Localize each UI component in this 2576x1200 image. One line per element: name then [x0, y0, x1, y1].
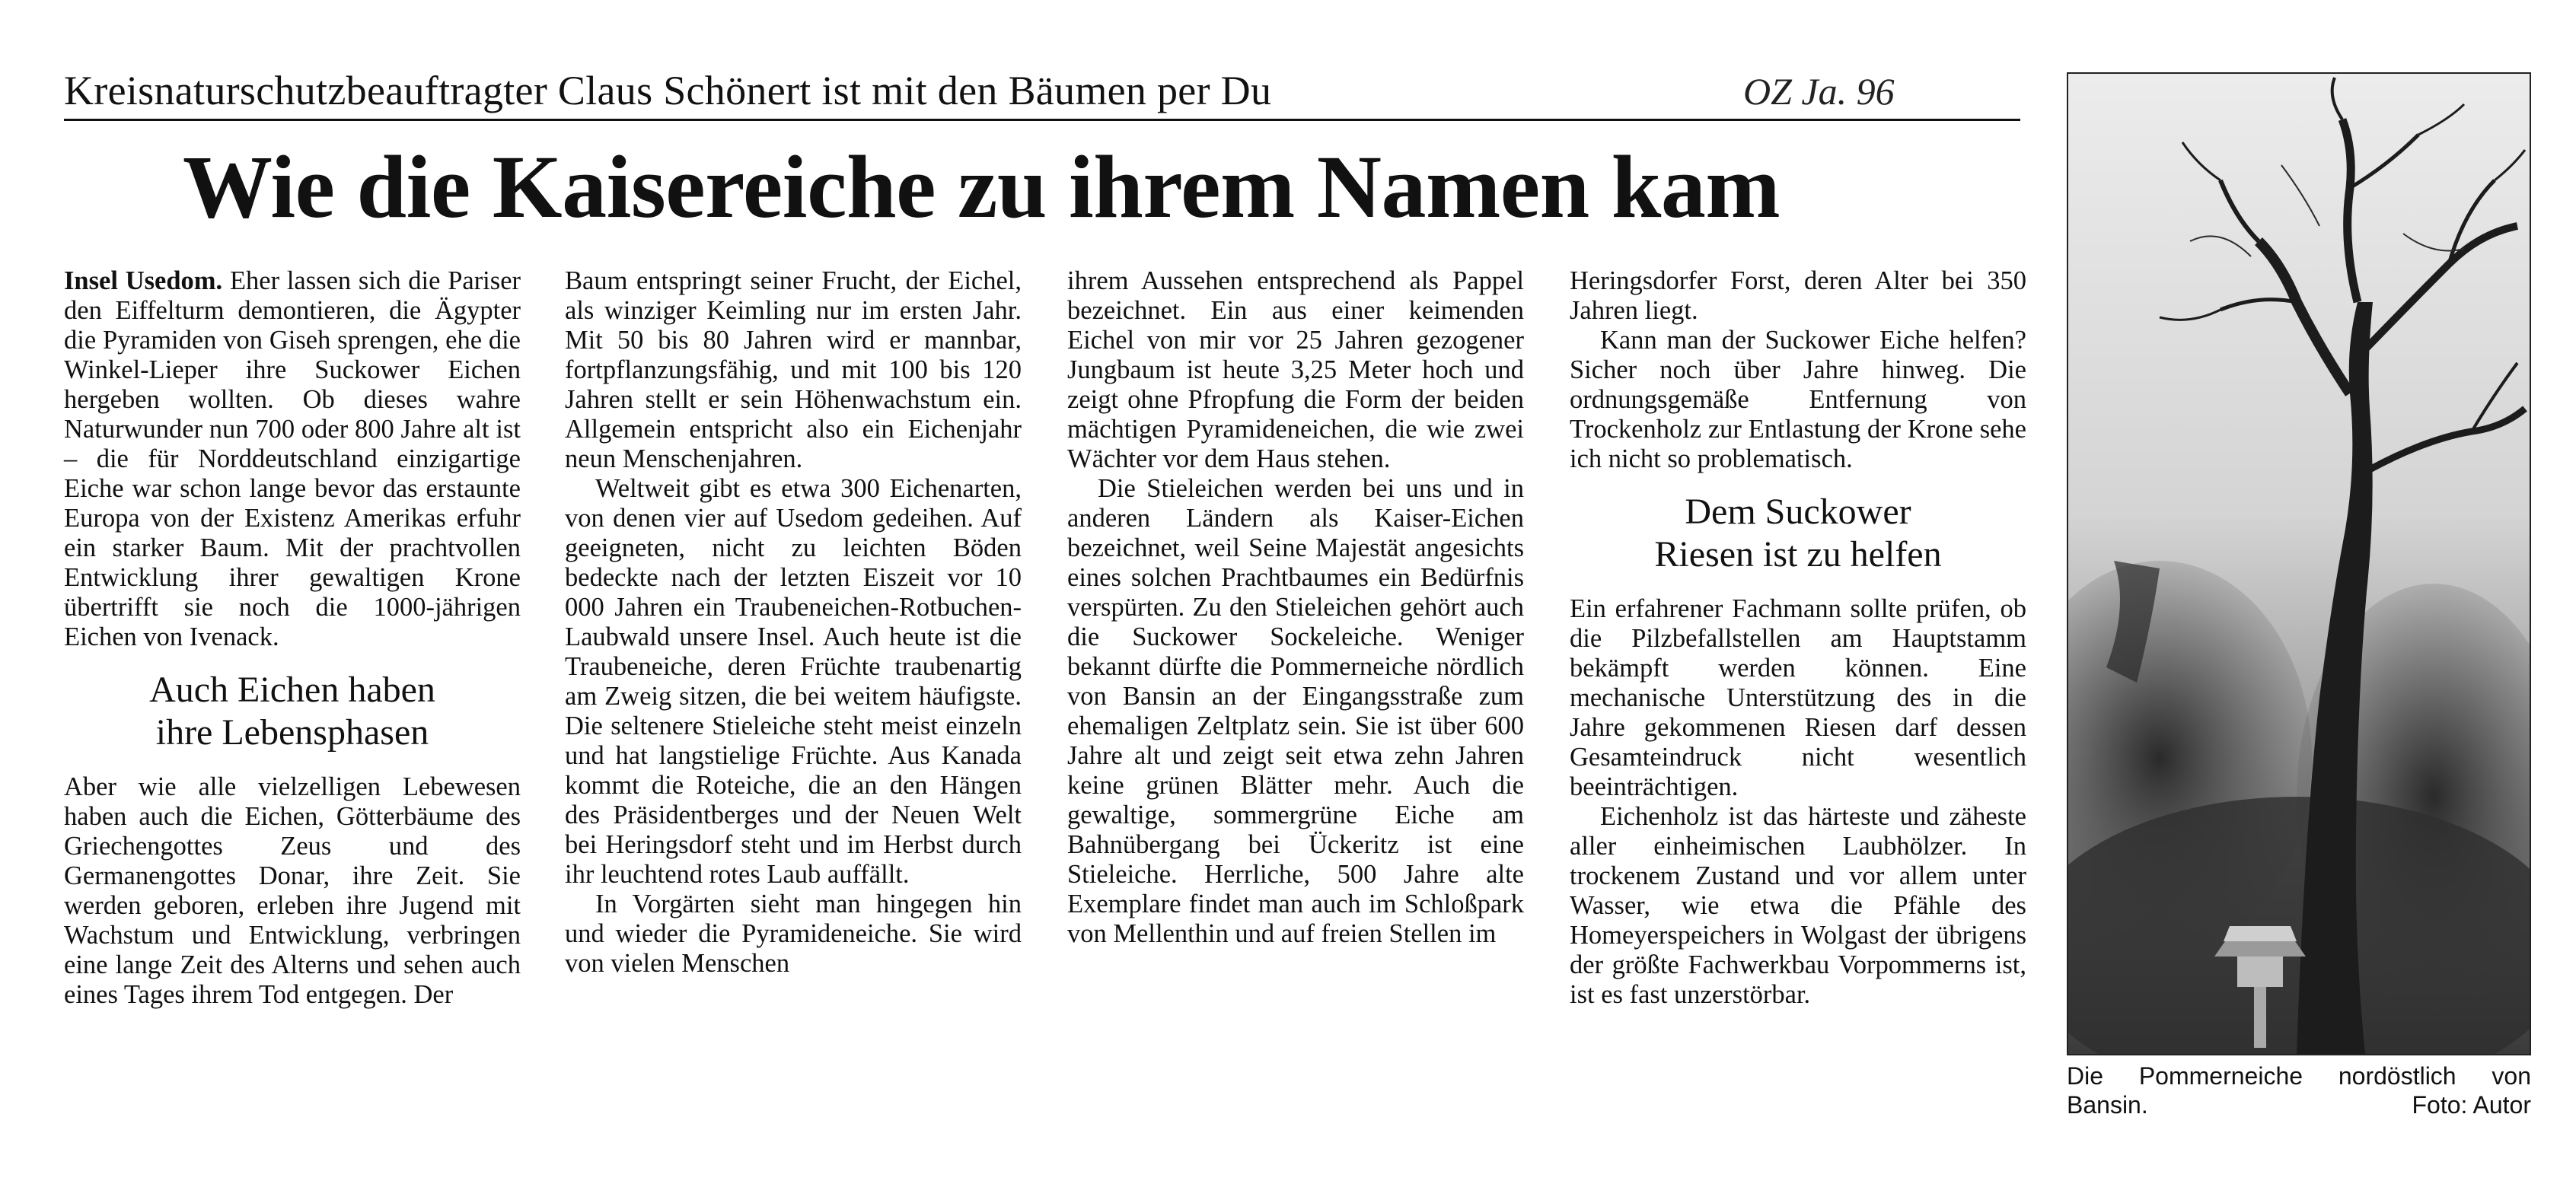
paragraph: Baum entspringt seiner Frucht, der Eichel, als winziger Keimling nur im ersten Jahr. Mit 50 bis 80 Jahren wird er mannbar, fortpflanzungsfähig, und mit 100 bis 120 Jahren stellt er sein Höhenwachstum ein. Allgemein entspricht also ein Eichenjahr neun Menschenjahren. [565, 266, 1022, 473]
photo-credit: Foto: Autor [2412, 1091, 2531, 1119]
paragraph: ihrem Aussehen entsprechend als Pappel bezeichnet. Ein aus einer keimenden Eichel von mir vor 25 Jahren gezogener Jungbaum ist heute 3,25 Meter hoch und zeigt ohne Pfropfung die Form der beiden mächtigen Pyramideneichen, die wie zwei Wächter vor dem Haus stehen. [1067, 266, 1524, 473]
column-3 [1067, 266, 1524, 949]
paragraph-text: Eher lassen sich die Pariser den Eiffelturm demontieren, die Ägypter die Pyramiden von Giseh sprengen, ehe die Winkel-Lieper ihre Suckower Eichen hergeben wollten. Ob dieses wahre Naturwunder nun 700 oder 800 Jahre alt ist – die für Norddeutschland einzigartige Eiche war schon lange bevor das erstaunte Europa von der Existenz Amerikas erfuhr ein starker Baum. Mit der prachtvollen Entwicklung ihrer gewaltigen Krone übertrifft sie noch die 1000-jährigen Eichen von Ivenack. [64, 266, 521, 651]
kicker-rule [64, 119, 2020, 121]
kicker-line: Kreisnaturschutzbeauftragter Claus Schönert ist mit den Bäumen per Du [64, 68, 1272, 113]
paragraph: Aber wie alle vielzelligen Lebewesen haben auch die Eichen, Götterbäume des Griechengottes Zeus und des Germanengottes Donar, ihre Zeit. Sie werden geboren, erleben ihre Jugend mit Wachstum und Entwicklung, verbringen eine lange Zeit des Alterns und sehen auch eines Tages ihrem Tod entgegen. Der [64, 772, 521, 1009]
paragraph: In Vorgärten sieht man hingegen hin und wieder die Pyramideneiche. Sie wird von vielen Menschen [565, 890, 1022, 978]
paragraph: Eichenholz ist das härteste und zäheste aller einheimischen Laubhölzer. In trockenem Zustand und vor allem unter Wasser, wie etwa die Pfähle des Homeyerspeichers in Wolgast der übrigens der größte Fachwerkbau Vorpommerns ist, ist es fast unzerstörbar. [1570, 802, 2026, 1009]
subheading-line-2: Riesen ist zu helfen [1654, 534, 1942, 575]
paragraph [64, 266, 521, 652]
paragraph: Kann man der Suckower Eiche helfen? Sicher noch über Jahre hinweg. Die ordnungsgemäße Entfernung von Trockenholz zur Entlastung der Krone sehe ich nicht so problematisch. [1570, 326, 2026, 473]
subheading [64, 669, 521, 754]
headline: Wie die Kaisereiche zu ihrem Namen kam [183, 137, 1781, 237]
caption-place: Bansin. [2067, 1091, 2148, 1119]
column-2 [565, 266, 1022, 979]
paragraph: Die Stieleichen werden bei uns und in anderen Ländern als Kaiser-Eichen bezeichnet, weil Seine Majestät angesichts eines solchen Prachtbaumes ein Bedürfnis verspürten. Zu den Stieleichen gehört auch die Suckower Sockeleiche. Weniger bekannt dürfte die Pommerneiche nördlich von Bansin an der Eingangsstraße zum ehemaligen Zeltplatz sein. Sie ist über 600 Jahre alt und zeigt seit etwa zehn Jahren keine grünen Blätter mehr. Auch die gewaltige, sommergrüne Eiche am Bahnübergang bei Ückeritz ist eine Stieleiche. Herrliche, 500 Jahre alte Exemplare findet man auch im Schloßpark von Mellenthin und auf freien Stellen im [1067, 474, 1524, 948]
column-1 [64, 266, 521, 1010]
column-4 [1570, 266, 2026, 1010]
caption-line-2 [2067, 1090, 2531, 1119]
subheading-line-1: Dem Suckower [1685, 492, 1911, 532]
subheading-line-2: ihre Lebensphasen [155, 712, 429, 753]
photo-oak-tree [2067, 72, 2531, 1055]
dateline: Insel Usedom. [64, 266, 223, 295]
subheading-line-1: Auch Eichen haben [149, 670, 435, 710]
caption-line-1: Die Pommerneiche nordöstlich von [2067, 1062, 2531, 1090]
paragraph: Ein erfahrener Fachmann sollte prüfen, ob die Pilzbefallstellen am Hauptstamm bekämpft werden können. Eine mechanische Unterstützung des in die Jahre gekommenen Riesen darf dessen Gesamteindruck nicht wesentlich beeinträchtigen. [1570, 594, 2026, 801]
oak-tree-photo-image [2068, 74, 2530, 1054]
photo-caption [2067, 1062, 2531, 1119]
paragraph: Heringsdorfer Forst, deren Alter bei 350 Jahren liegt. [1570, 266, 2026, 325]
paragraph: Weltweit gibt es etwa 300 Eichenarten, von denen vier auf Usedom gedeihen. Auf geeigneten, nicht zu leichten Böden bedeckte nach der letzten Eiszeit vor 10 000 Jahren ein Traubeneichen-Rotbuchen-Laubwald unsere Insel. Auch heute ist die Traubeneiche, deren Früchte traubenartig am Zweig sitzen, die bei weitem häufigste. Die seltenere Stieleiche steht meist einzeln und hat langstielige Früchte. Aus Kanada kommt die Roteiche, die an den Hängen des Präsidentberges und der Neuen Welt bei Heringsdorf steht und im Herbst durch ihr leuchtend rotes Laub auffällt. [565, 474, 1022, 889]
subheading [1570, 491, 2026, 576]
handwritten-note: OZ Ja. 96 [1743, 70, 1895, 113]
